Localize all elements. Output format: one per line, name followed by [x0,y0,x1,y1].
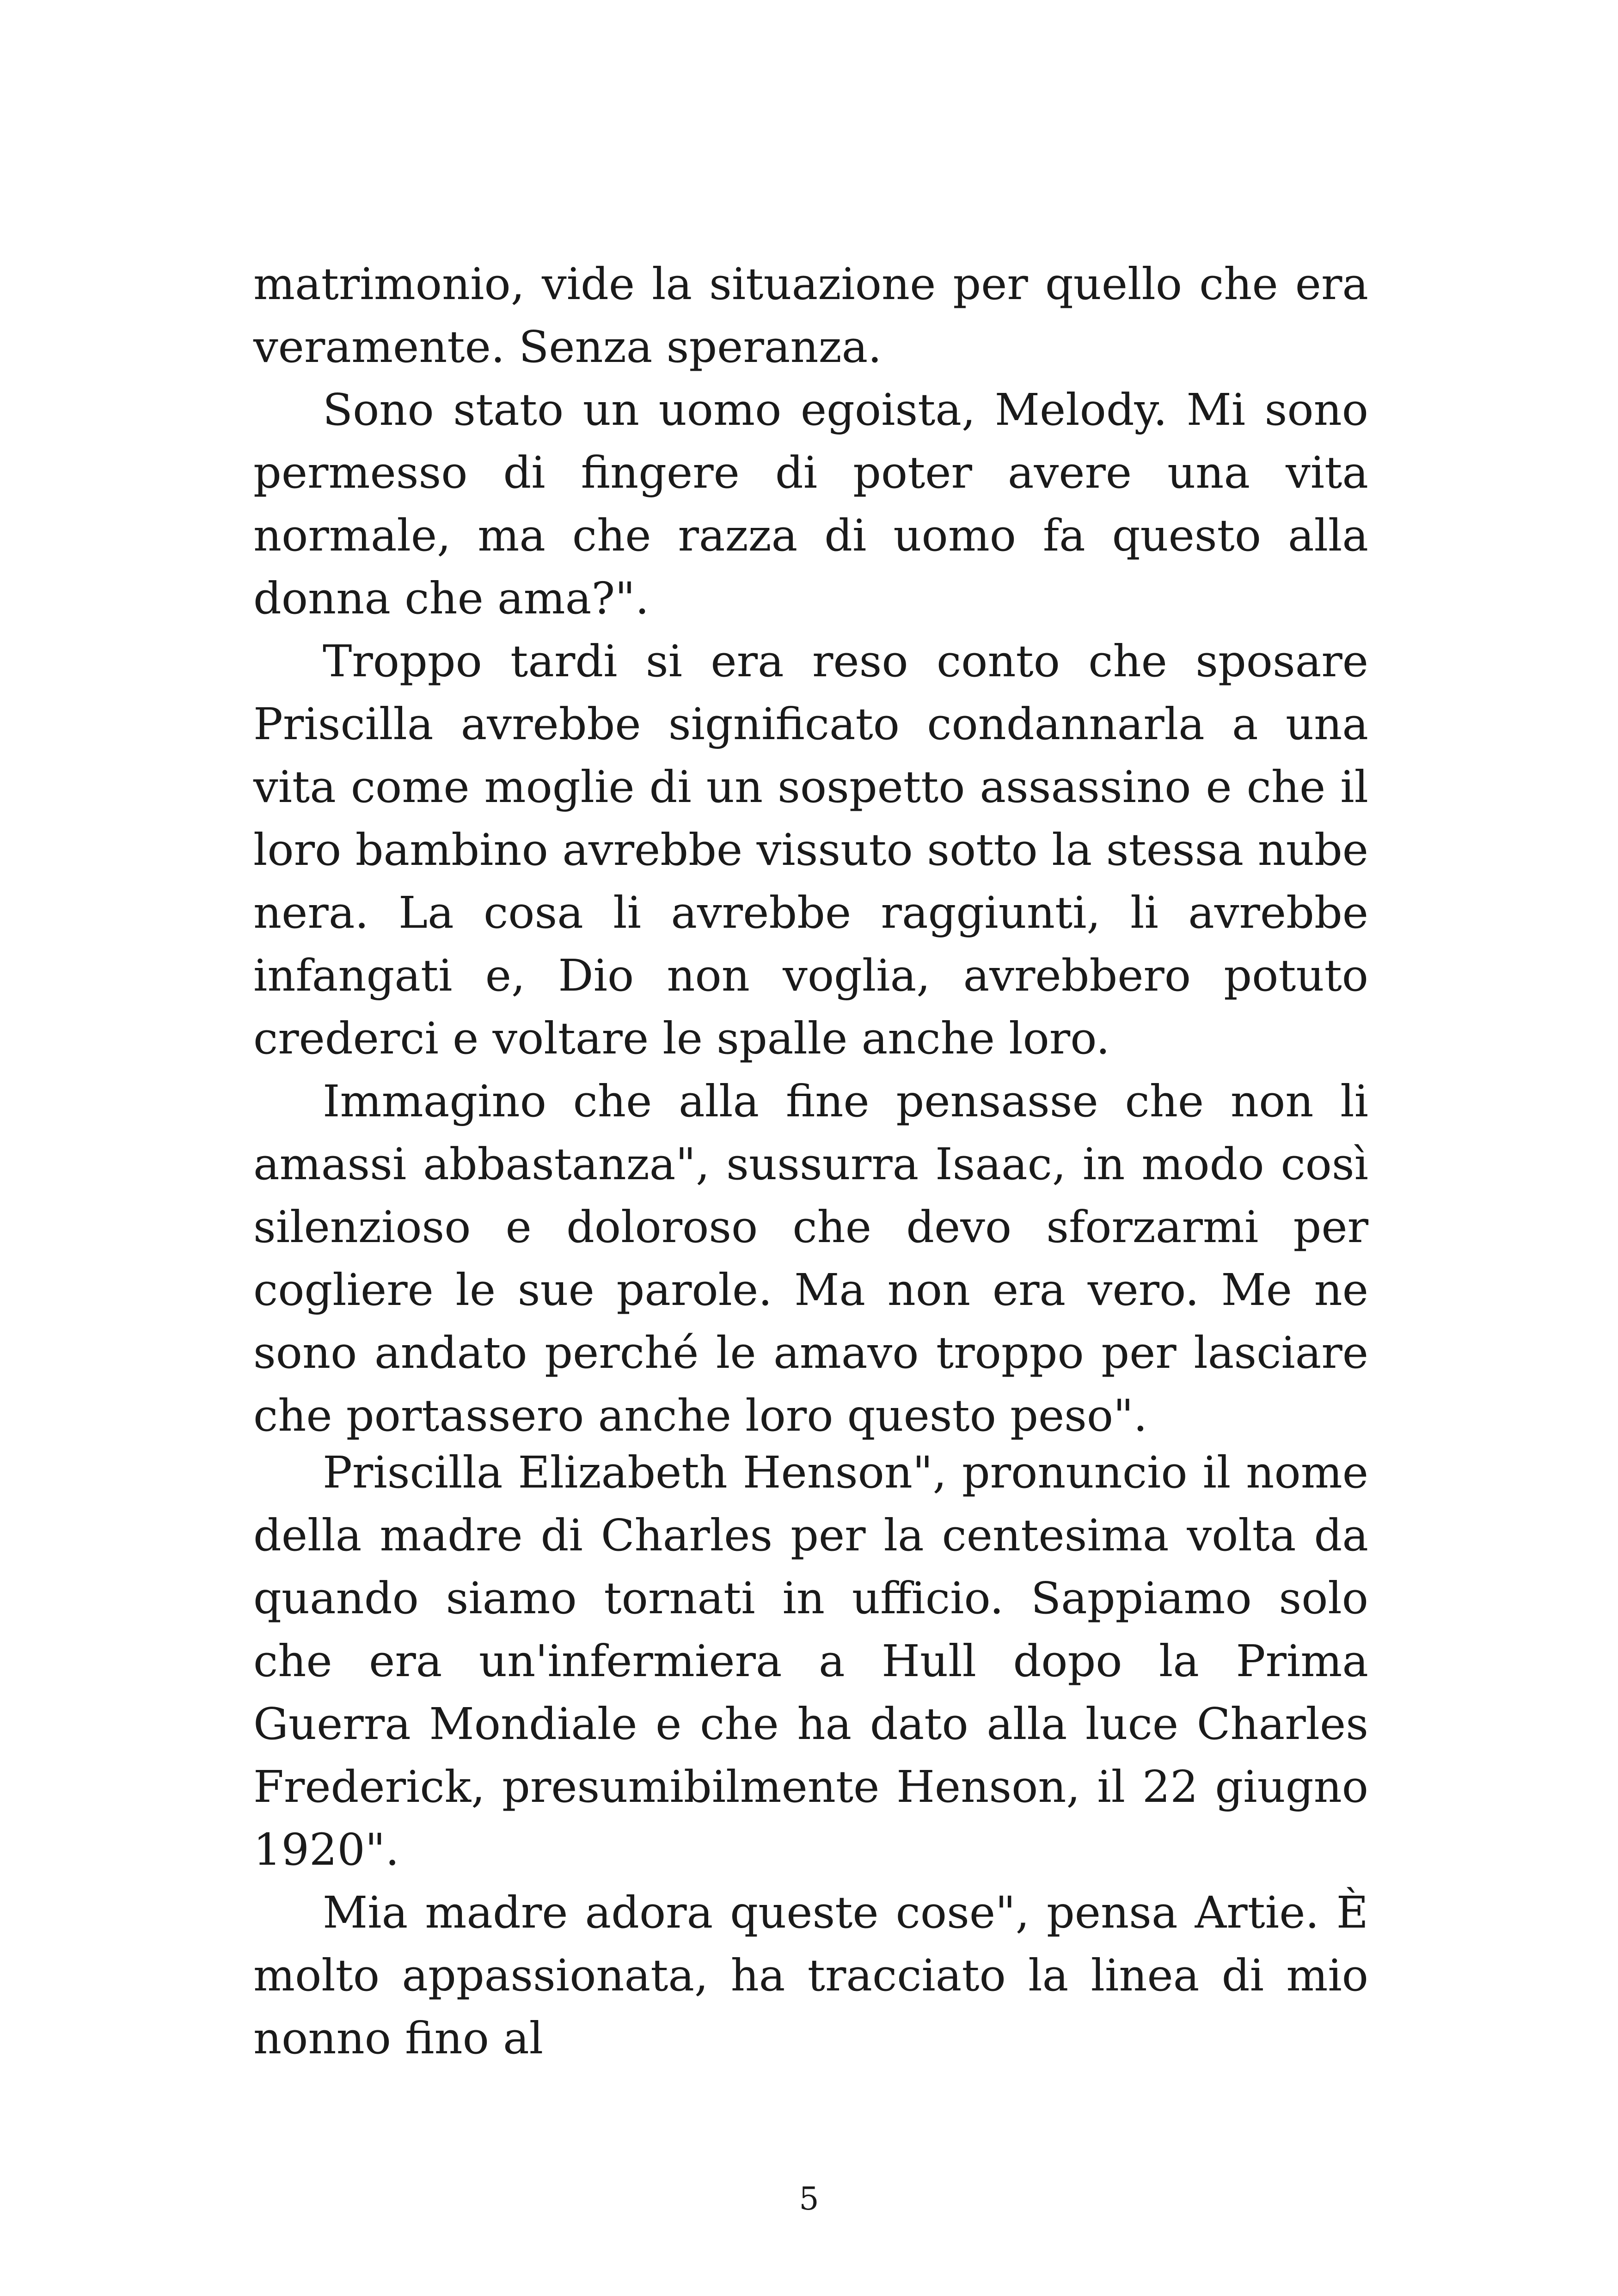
paragraph: Immagino che alla fine pensasse che non li amassi abbastanza", sussurra Isaac, in modo così silenzioso e doloroso che devo sforzarmi per cogliere le sue parole. Ma non era vero. Me ne sono andato perché le amavo troppo per lasciare che portassero anche loro questo peso". [253,1076,1368,1441]
paragraph: Mia madre adora queste cose", pensa Artie. È molto appassionata, ha tracciato la linea di mio nonno fino al [253,1887,1368,2064]
paragraph: Priscilla Elizabeth Henson", pronuncio il nome della madre di Charles per la centesima volta da quando siamo tornati in ufficio. Sappiamo solo che era un'infermiera a Hull dopo la Prima Guerra Mondiale e che ha dato alla luce Charles Frederick, presumibilmente Henson, il 22 giugno 1920". [253,1447,1368,1875]
paragraph: Troppo tardi si era reso conto che sposare Priscilla avrebbe significato condannarla a una vita come moglie di un sospetto assassino e che il loro bambino avrebbe vissuto sotto la stessa nube nera. La cosa li avrebbe raggiunti, li avrebbe infangati e, Dio non voglia, avrebbero potuto crederci e voltare le spalle anche loro. [253,636,1368,1064]
page-number: 5 [799,2181,819,2217]
paragraph-continuation: matrimonio, vide la situazione per quello che era veramente. Senza speranza. [253,259,1368,373]
paragraph: Sono stato un uomo egoista, Melody. Mi sono permesso di fingere di poter avere una vita normale, ma che razza di uomo fa questo alla donna che ama?". [253,385,1368,624]
text-section-1 [253,253,1368,1447]
text-section-2 [253,1441,1368,2070]
